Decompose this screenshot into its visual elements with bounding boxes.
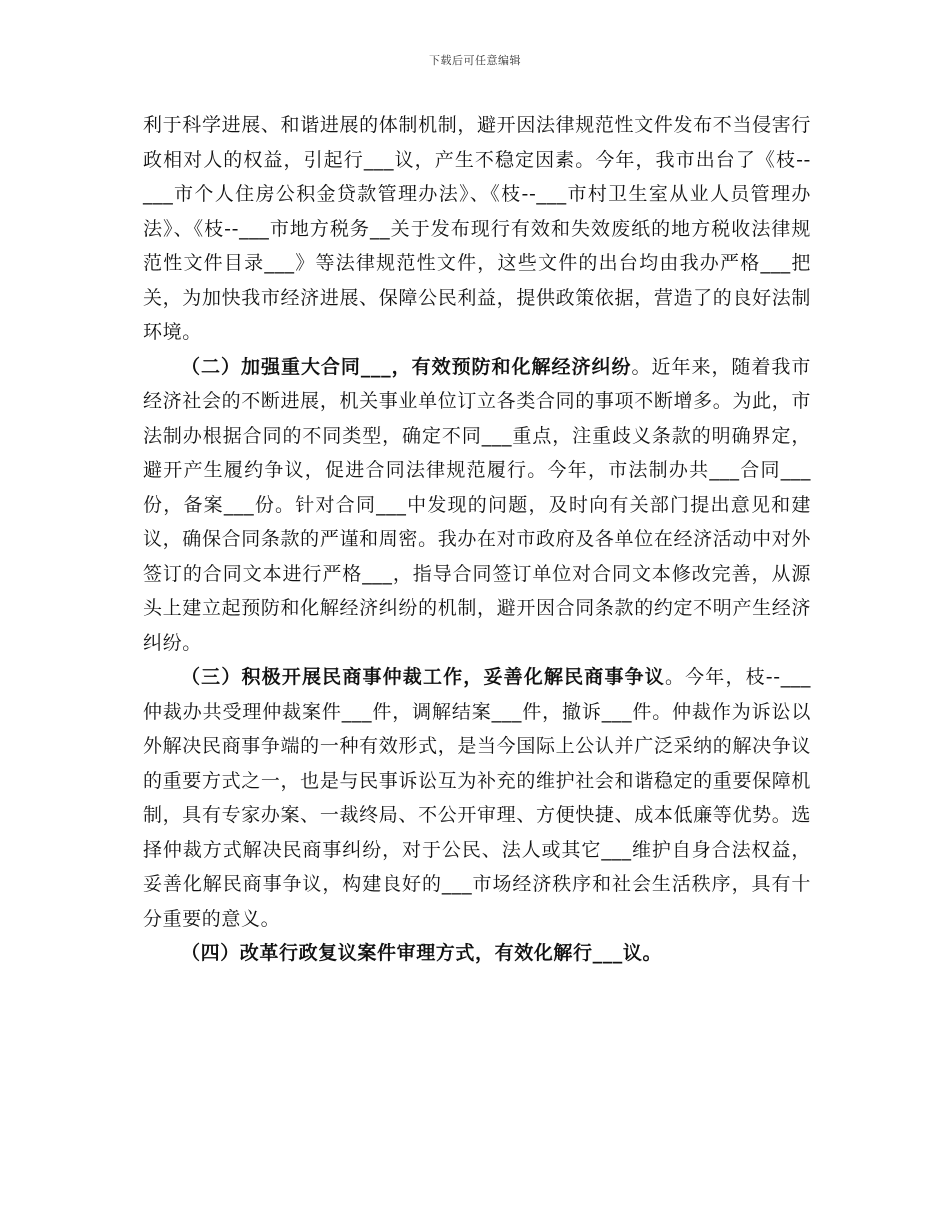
page-header: 下载后可任意编辑 [429, 54, 521, 67]
paragraph-text: 。今年，枝--___仲裁办共受理仲裁案件___件，调解结案___件，撤诉___件。仲裁作为诉讼以外解决民商事争端的一种有效形式，是当今国际上公认并广泛采纳的解决争议的重要方式之一，也是与民事诉讼互为补充的维护社会和谐稳定的重要保障机制，具有专家办案、一裁终局、不公开审理、方便快捷、成本低廉等优势。选择仲裁方式解决民商事纠纷，对于公民、法人或其它___维护自身合法权益，妥善化解民商事争议，构建良好的___市场经济秩序和社会生活秩序，具有十分重要的意义。 [143, 666, 811, 930]
section-heading: （四）改革行政复议案件审理方式，有效化解行___议。 [181, 942, 663, 964]
paragraph-text: 。近年来，随着我市经济社会的不断进展，机关事业单位订立各类合同的事项不断增多。为此，市法制办根据合同的不同类型，确定不同___重点，注重歧义条款的明确界定，避开产生履约争议，促进合同法律规范履行。今年，市法制办共___合同___份，备案___份。针对合同___中发现的问题，及时向有关部门提出意见和建议，确保合同条款的严谨和周密。我办在对市政府及各单位在经济活动中对外签订的合同文本进行严格___，指导合同签订单位对合同文本修改完善，从源头上建立起预防和化解经济纠纷的机制，避开因合同条款的约定不明产生经济纠纷。 [143, 355, 812, 654]
paragraph-section-2 [143, 350, 811, 661]
section-heading: （三）积极开展民商事仲裁工作，妥善化解民商事争议 [181, 666, 665, 688]
paragraph-section-3 [143, 660, 811, 936]
paragraph-text: 利于科学进展、和谐进展的体制机制，避开因法律规范性文件发布不当侵害行政相对人的权益，引起行___议，产生不稳定因素。今年，我市出台了《枝--___市个人住房公积金贷款管理办法》、《枝--___市村卫生室从业人员管理办法》、《枝--___市地方税务__关于发布现行有效和失效废纸的地方税收法律规范性文件目录___》等法律规范性文件，这些文件的出台均由我办严格___把关，为加快我市经济进展、保障公民利益，提供政策依据，营造了的良好法制环境。 [143, 114, 811, 343]
paragraph-section-4 [143, 936, 811, 971]
paragraph-continuation [143, 108, 811, 350]
document-body [143, 108, 811, 971]
section-heading: （二）加强重大合同___，有效预防和化解经济纠纷 [181, 355, 632, 378]
